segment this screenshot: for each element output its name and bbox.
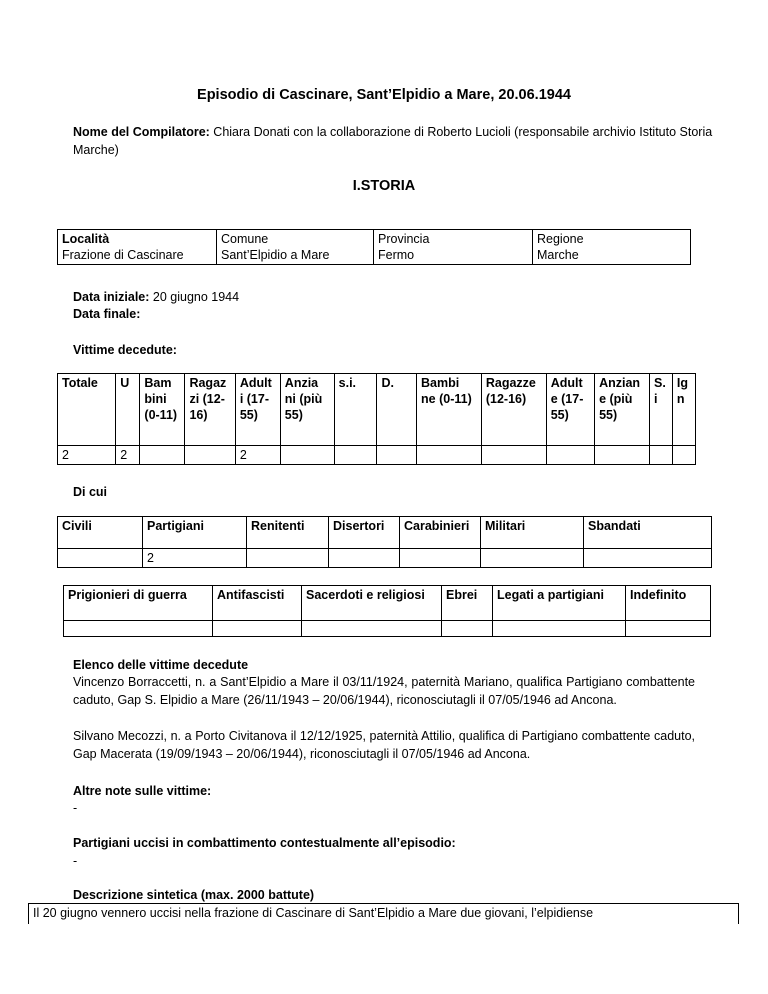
categories-table-2 bbox=[63, 585, 711, 637]
description-heading: Descrizione sintetica (max. 2000 battute) bbox=[73, 888, 315, 902]
category-value-civili bbox=[58, 549, 143, 568]
category-header-prigionieri: Prigionieri di guerra bbox=[64, 586, 213, 621]
category-header-militari: Militari bbox=[481, 517, 584, 549]
victims-value-d bbox=[377, 446, 417, 465]
location-value-regione: Marche bbox=[537, 248, 579, 262]
category-value-militari bbox=[481, 549, 584, 568]
category-header-partigiani: Partigiani bbox=[143, 517, 247, 549]
victims-value-totale: 2 bbox=[58, 446, 116, 465]
location-header-comune: Comune Sant’Elpidio a Mare bbox=[217, 230, 374, 265]
category-header-renitenti: Renitenti bbox=[247, 517, 329, 549]
category-value-prigionieri bbox=[64, 621, 213, 637]
partisans-killed-value: - bbox=[73, 854, 78, 868]
victims-header-ragazze: Ragazze (12-16) bbox=[481, 374, 546, 446]
victim-entry: Silvano Mecozzi, n. a Porto Civitanova il 12/12/1925, paternità Attilio, qualifica di Partigiano combattente caduto, Gap Macerata (19/09/1943 – 20/06/1944), riconosciutagli il 07/05/1946 ad Ancona. bbox=[73, 729, 695, 761]
location-value-provincia: Fermo bbox=[378, 248, 415, 262]
category-value-renitenti bbox=[247, 549, 329, 568]
victims-value-si bbox=[334, 446, 377, 465]
category-header-civili: Civili bbox=[58, 517, 143, 549]
partisans-killed-heading: Partigiani uccisi in combattimento contestualmente all’episodio: bbox=[73, 836, 456, 850]
victims-value-bambini bbox=[140, 446, 185, 465]
victims-value-anziani bbox=[280, 446, 334, 465]
di-cui-label: Di cui bbox=[73, 485, 108, 499]
category-value-legati bbox=[493, 621, 626, 637]
location-table bbox=[57, 229, 691, 265]
location-header-localita: Località Frazione di Cascinare bbox=[58, 230, 217, 265]
victims-header-adulti: Adult i (17-55) bbox=[235, 374, 280, 446]
victims-header-d: D. bbox=[377, 374, 417, 446]
victims-value-bambine bbox=[417, 446, 482, 465]
victims-value-ign bbox=[672, 446, 695, 465]
victims-header-bambini: Bam bini (0-11) bbox=[140, 374, 185, 446]
victims-heading: Vittime decedute: bbox=[73, 343, 177, 357]
victims-header-adulte: Adult e (17-55) bbox=[546, 374, 594, 446]
category-header-ebrei: Ebrei bbox=[442, 586, 493, 621]
document-title: Episodio di Cascinare, Sant’Elpidio a Mare, 20.06.1944 bbox=[197, 87, 571, 103]
victims-value-anziane bbox=[595, 446, 650, 465]
victims-header-ragazzi: Ragaz zi (12-16) bbox=[185, 374, 235, 446]
category-header-disertori: Disertori bbox=[329, 517, 400, 549]
end-date-label: Data finale: bbox=[73, 307, 141, 321]
other-notes-value: - bbox=[73, 801, 78, 815]
victims-header-anziane: Anzian e (più 55) bbox=[595, 374, 650, 446]
location-header-regione: Regione Marche bbox=[533, 230, 691, 265]
victims-value-u: 2 bbox=[116, 446, 140, 465]
category-header-antifascisti: Antifascisti bbox=[213, 586, 302, 621]
victims-header-totale: Totale bbox=[58, 374, 116, 446]
category-value-disertori bbox=[329, 549, 400, 568]
category-header-legati: Legati a partigiani bbox=[493, 586, 626, 621]
category-value-ebrei bbox=[442, 621, 493, 637]
location-value-localita: Frazione di Cascinare bbox=[62, 248, 184, 262]
victims-value-ragazzi bbox=[185, 446, 235, 465]
victims-value-s-i bbox=[649, 446, 672, 465]
location-value-comune: Sant’Elpidio a Mare bbox=[221, 248, 330, 262]
victims-header-anziani: Anzia ni (più 55) bbox=[280, 374, 334, 446]
victims-table bbox=[57, 373, 696, 465]
category-value-indefinito bbox=[626, 621, 711, 637]
category-value-antifascisti bbox=[213, 621, 302, 637]
category-header-sacerdoti: Sacerdoti e religiosi bbox=[302, 586, 442, 621]
victims-value-ragazze bbox=[481, 446, 546, 465]
section-title: I.STORIA bbox=[352, 178, 416, 194]
victims-value-adulte bbox=[546, 446, 594, 465]
category-header-sbandati: Sbandati bbox=[584, 517, 712, 549]
compiler-value: Chiara Donati con la collaborazione di Roberto Lucioli (responsabile archivio Istituto Storia Marche) bbox=[73, 125, 713, 157]
victims-value-adulti: 2 bbox=[235, 446, 280, 465]
category-header-carabinieri: Carabinieri bbox=[400, 517, 481, 549]
victims-list-heading: Elenco delle vittime decedute bbox=[73, 658, 249, 672]
start-date: Data iniziale: 20 giugno 1944 bbox=[73, 290, 240, 304]
location-header-provincia: Provincia Fermo bbox=[374, 230, 533, 265]
category-value-sacerdoti bbox=[302, 621, 442, 637]
categories-table bbox=[57, 516, 712, 568]
category-header-indefinito: Indefinito bbox=[626, 586, 711, 621]
victims-header-si: s.i. bbox=[334, 374, 377, 446]
description-box bbox=[28, 903, 739, 924]
victim-entry: Vincenzo Borraccetti, n. a Sant’Elpidio a Mare il 03/11/1924, paternità Mariano, qualifica Partigiano combattente caduto, Gap S. Elpidio a Mare (26/11/1943 – 20/06/1944), riconosciutagli il 07/05/1946 ad Ancona. bbox=[73, 675, 695, 707]
category-value-carabinieri bbox=[400, 549, 481, 568]
victims-header-bambine: Bambi ne (0-11) bbox=[417, 374, 482, 446]
compiler-line bbox=[73, 123, 713, 159]
category-value-sbandati bbox=[584, 549, 712, 568]
victims-header-ign: Ig n bbox=[672, 374, 695, 446]
other-notes-heading: Altre note sulle vittime: bbox=[73, 784, 212, 798]
category-value-partigiani: 2 bbox=[143, 549, 247, 568]
compiler-label: Nome del Compilatore: bbox=[73, 125, 210, 139]
victims-header-s-i: S. i bbox=[649, 374, 672, 446]
victims-header-u: U bbox=[116, 374, 140, 446]
description-text: Il 20 giugno vennero uccisi nella frazione di Cascinare di Sant’Elpidio a Mare due giovani, l’elpidiense bbox=[33, 906, 594, 920]
